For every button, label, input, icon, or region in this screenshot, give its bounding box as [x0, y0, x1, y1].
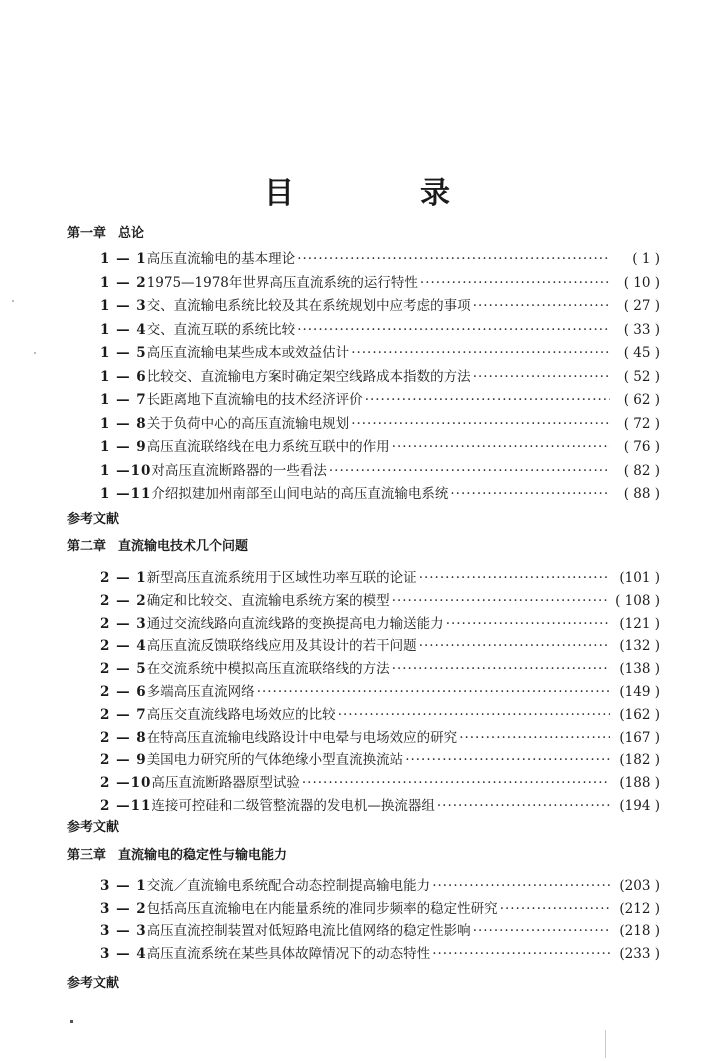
entry-number: 2 — 9	[100, 752, 147, 769]
leader-dots	[432, 946, 610, 962]
page-title: 目 录	[264, 176, 498, 211]
entry-title: 美国电力研究所的气体绝缘小型直流换流站	[146, 752, 404, 769]
leader-dots	[419, 638, 610, 654]
entry-number: 1 —10	[100, 462, 152, 479]
entry-number: 1 —11	[100, 486, 152, 502]
toc-entry	[100, 365, 660, 387]
leader-dots	[338, 707, 610, 723]
toc-entry	[100, 589, 660, 611]
toc-entry	[100, 247, 660, 269]
entry-page: (212 )	[619, 900, 660, 917]
leader-dots	[351, 345, 610, 361]
entry-title: 高压直流断路器原型试验	[151, 775, 300, 792]
entry-page: (188 )	[619, 775, 660, 792]
entry-page: ( 76 )	[623, 439, 660, 455]
entry-title: 1975—1978年世界高压直流系统的运行特性	[146, 274, 418, 291]
toc-entry	[100, 794, 660, 816]
entry-page: ( 33 )	[623, 321, 660, 338]
chapter-heading	[67, 844, 287, 863]
entry-title: 在特高压直流输电线路设计中电晕与电场效应的研究	[146, 729, 458, 746]
toc-entry	[100, 388, 660, 410]
leader-dots	[257, 684, 610, 700]
entry-number: 2 —10	[100, 775, 152, 792]
leader-dots	[392, 593, 610, 609]
entry-number: 1 — 3	[100, 298, 147, 314]
toc-entry	[100, 919, 660, 941]
chapter-title: 直流输电技术几个问题	[118, 539, 249, 554]
entry-page: (194 )	[619, 798, 660, 814]
scan-line	[605, 1030, 606, 1058]
entry-number: 3 — 4	[100, 945, 147, 962]
toc-entry	[100, 459, 660, 481]
leader-dots	[405, 752, 610, 768]
leader-dots	[329, 463, 610, 479]
entry-page: ( 10 )	[623, 274, 660, 291]
toc-entry	[100, 412, 660, 434]
references-heading: 参考文献	[67, 512, 120, 527]
toc-entry	[100, 897, 660, 919]
toc-entry	[100, 874, 660, 896]
leader-dots	[500, 901, 610, 917]
entry-title: 高压直流输电某些成本或效益估计	[146, 345, 350, 361]
entry-title: 新型高压直流系统用于区域性功率互联的论证	[146, 570, 417, 586]
toc-entry	[100, 703, 660, 725]
entry-number: 1 — 5	[100, 345, 147, 361]
entry-title: 交、直流互联的系统比较	[146, 321, 296, 338]
entry-page: (233 )	[619, 945, 660, 962]
entry-title: 高压交直流线路电场效应的比较	[146, 706, 336, 723]
entry-page: (167 )	[619, 729, 660, 746]
chapter-label: 第二章	[67, 539, 107, 554]
leader-dots	[432, 878, 610, 894]
leader-dots	[420, 275, 610, 291]
entry-title: 介绍拟建加州南部至山间电站的高压直流输电系统	[151, 486, 449, 502]
entry-title: 通过交流线路向直流线路的变换提高电力输送能力	[146, 615, 444, 632]
leader-dots	[473, 298, 610, 314]
entry-title: 交、直流输电系统比较及其在系统规划中应考虑的事项	[146, 298, 471, 314]
toc-entry	[100, 680, 660, 702]
leader-dots	[450, 486, 610, 502]
toc-entry	[100, 482, 660, 504]
entry-number: 1 — 7	[100, 392, 147, 408]
references-heading: 参考文献	[67, 820, 120, 835]
entry-page: ( 27 )	[623, 298, 660, 314]
entry-title: 高压直流联络线在电力系统互联中的作用	[146, 439, 390, 455]
leader-dots	[297, 251, 610, 267]
entry-page: (203 )	[619, 878, 660, 894]
scan-speck	[70, 1020, 73, 1023]
entry-page: (182 )	[619, 752, 660, 769]
entry-title: 在交流系统中模拟高压直流联络线的方法	[146, 661, 390, 678]
entry-page: ( 1 )	[632, 251, 660, 267]
entry-page: (101 )	[619, 570, 660, 586]
entry-page: (218 )	[619, 923, 660, 939]
entry-number: 2 — 5	[100, 661, 147, 678]
leader-dots	[446, 616, 610, 632]
entry-page: ( 82 )	[623, 462, 660, 479]
entry-title: 多端高压直流网络	[146, 684, 255, 700]
chapter-heading	[67, 222, 144, 241]
entry-title: 高压直流系统在某些具体故障情况下的动态特性	[146, 945, 431, 962]
entry-number: 2 — 1	[100, 570, 147, 586]
chapter-title: 直流输电的稳定性与输电能力	[118, 848, 288, 863]
entry-page: (149 )	[619, 684, 660, 700]
entry-title: 长距离地下直流输电的技术经济评价	[146, 392, 363, 408]
leader-dots	[459, 730, 610, 746]
entry-title: 包括高压直流输电在内能量系统的准同步频率的稳定性研究	[146, 900, 498, 917]
toc-entry	[100, 726, 660, 748]
entry-number: 3 — 3	[100, 923, 147, 939]
entry-page: (162 )	[619, 706, 660, 723]
toc-entry	[100, 566, 660, 588]
entry-page: ( 72 )	[623, 415, 660, 432]
entry-number: 1 — 4	[100, 321, 147, 338]
entry-page: ( 45 )	[623, 345, 660, 361]
leader-dots	[297, 322, 610, 338]
entry-page: (132 )	[619, 638, 660, 655]
toc-entry	[100, 634, 660, 656]
entry-number: 1 — 9	[100, 439, 147, 455]
toc-entry	[100, 942, 660, 964]
toc-entry	[100, 771, 660, 793]
entry-number: 1 — 8	[100, 415, 147, 432]
leader-dots	[473, 923, 610, 939]
chapter-title: 总论	[118, 226, 145, 241]
entry-page: ( 62 )	[623, 392, 660, 408]
entry-title: 对高压直流断路器的一些看法	[151, 462, 327, 479]
chapter-heading	[67, 535, 248, 554]
entry-number: 1 — 6	[100, 368, 147, 385]
entry-title: 高压直流反馈联络线应用及其设计的若干问题	[146, 638, 417, 655]
entry-number: 2 — 6	[100, 684, 147, 700]
entry-number: 1 — 2	[100, 274, 147, 291]
references-heading: 参考文献	[67, 976, 120, 991]
entry-title: 高压直流输电的基本理论	[146, 251, 296, 267]
toc-entry	[100, 271, 660, 293]
entry-title: 交流／直流输电系统配合动态控制提高输电能力	[146, 878, 431, 894]
entry-number: 1 — 1	[100, 251, 147, 267]
leader-dots	[419, 570, 610, 586]
toc-entry	[100, 294, 660, 316]
entry-number: 2 — 3	[100, 615, 147, 632]
entry-title: 确定和比较交、直流输电系统方案的模型	[146, 592, 390, 609]
entry-title: 高压直流控制装置对低短路电流比值网络的稳定性影响	[146, 923, 471, 939]
entry-number: 2 — 8	[100, 729, 147, 746]
leader-dots	[392, 661, 610, 677]
entry-number: 2 —11	[100, 798, 152, 814]
leader-dots	[437, 798, 610, 814]
chapter-label: 第一章	[67, 226, 107, 241]
scan-speck	[34, 352, 36, 354]
leader-dots	[365, 392, 610, 408]
entry-title: 比较交、直流输电方案时确定架空线路成本指数的方法	[146, 368, 471, 385]
entry-page: ( 108 )	[615, 592, 660, 609]
toc-entry	[100, 612, 660, 634]
entry-page: ( 88 )	[623, 486, 660, 502]
entry-number: 2 — 2	[100, 592, 147, 609]
scan-speck	[12, 300, 14, 302]
leader-dots	[351, 416, 610, 432]
leader-dots	[473, 369, 610, 385]
chapter-label: 第三章	[67, 848, 107, 863]
entry-page: ( 52 )	[623, 368, 660, 385]
toc-entry	[100, 318, 660, 340]
entry-page: (138 )	[619, 661, 660, 678]
entry-number: 2 — 4	[100, 638, 147, 655]
entry-title: 关于负荷中心的高压直流输电规划	[146, 415, 350, 432]
toc-entry	[100, 748, 660, 770]
entry-page: (121 )	[619, 615, 660, 632]
leader-dots	[302, 775, 610, 791]
toc-entry	[100, 435, 660, 457]
entry-title: 连接可控硅和二级管整流器的发电机—换流器组	[151, 798, 435, 814]
leader-dots	[392, 439, 610, 455]
entry-number: 2 — 7	[100, 706, 147, 723]
entry-number: 3 — 2	[100, 900, 147, 917]
toc-entry	[100, 657, 660, 679]
toc-entry	[100, 341, 660, 363]
entry-number: 3 — 1	[100, 878, 147, 894]
